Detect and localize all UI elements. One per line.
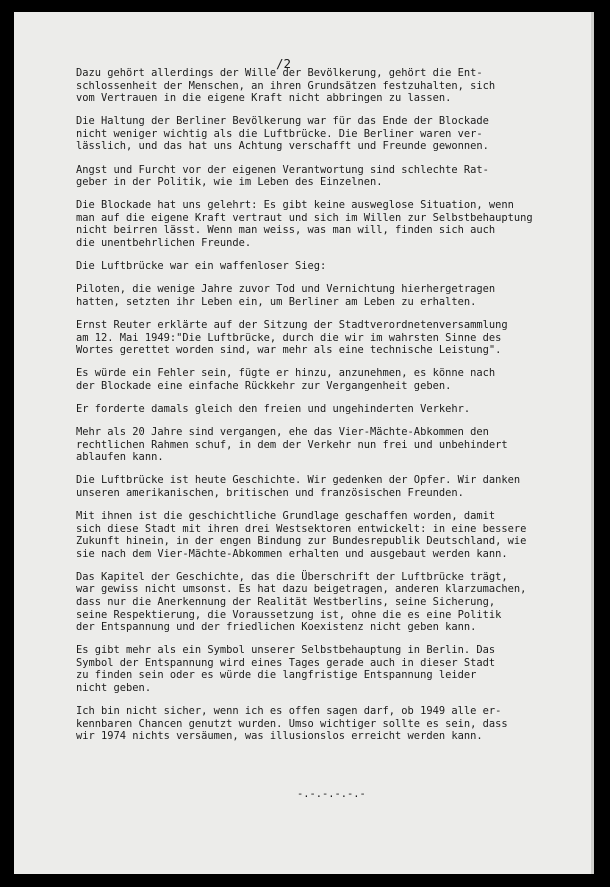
text-line: nicht beirren lässt. Wenn man weiss, was man will, finden sich auch bbox=[76, 224, 496, 237]
text-line: zu finden sein oder es würde die langfristige Entspannung leider bbox=[76, 669, 477, 682]
text-line: Symbol der Entspannung wird eines Tages gerade auch in dieser Stadt bbox=[76, 656, 496, 669]
text-line: die unentbehrlichen Freunde. bbox=[76, 237, 252, 250]
document-body bbox=[76, 67, 590, 753]
text-line: seine Respektierung, die Voraussetzung ist, ohne die es eine Politik bbox=[76, 608, 502, 621]
paragraph bbox=[76, 260, 590, 273]
text-line: hatten, setzten ihr Leben ein, um Berliner am Leben zu erhalten. bbox=[76, 295, 477, 308]
paragraph bbox=[76, 283, 590, 308]
text-line: Zukunft hinein, in der engen Bindung zur Bundesrepublik Deutschland, wie bbox=[76, 535, 527, 548]
text-line: Mit ihnen ist die geschichtliche Grundlage geschaffen worden, damit bbox=[76, 509, 496, 522]
text-line: lässlich, und das hat uns Achtung verschafft und Freunde gewonnen. bbox=[76, 140, 489, 153]
paragraph bbox=[76, 199, 590, 249]
text-line: Die Luftbrücke ist heute Geschichte. Wir gedenken der Opfer. Wir danken bbox=[76, 474, 521, 487]
text-line: am 12. Mai 1949:"Die Luftbrücke, durch die wir im wahrsten Sinne des bbox=[76, 331, 502, 344]
text-line: man auf die eigene Kraft vertraut und sich im Willen zur Selbstbehauptung bbox=[76, 211, 533, 224]
text-line: Angst und Furcht vor der eigenen Verantwortung sind schlechte Rat- bbox=[76, 163, 489, 176]
page-number: /2 bbox=[276, 56, 292, 71]
text-line: nicht geben. bbox=[76, 682, 152, 695]
text-line: kennbaren Chancen genutzt wurden. Umso wichtiger sollte es sein, dass bbox=[76, 717, 508, 730]
paragraph bbox=[76, 164, 590, 189]
text-line: geber in der Politik, wie im Leben des Einzelnen. bbox=[76, 176, 383, 189]
page-edge-shadow bbox=[591, 12, 594, 874]
text-line: Dazu gehört allerdings der Wille der Bevölkerung, gehört die Ent- bbox=[76, 67, 483, 79]
text-line: sich diese Stadt mit ihren drei Westsektoren entwickelt: in eine bessere bbox=[76, 522, 527, 535]
paragraph bbox=[76, 510, 590, 560]
text-line: vom Vertrauen in die eigene Kraft nicht abbringen zu lassen. bbox=[76, 92, 452, 105]
paragraph bbox=[76, 367, 590, 392]
text-line: Die Blockade hat uns gelehrt: Es gibt keine ausweglose Situation, wenn bbox=[76, 199, 514, 212]
text-line: Ernst Reuter erklärte auf der Sitzung der Stadtverordnetenversammlung bbox=[76, 318, 508, 331]
paragraph bbox=[76, 403, 590, 416]
text-line: sie nach dem Vier-Mächte-Abkommen erhalten und ausgebaut werden kann. bbox=[76, 547, 508, 560]
text-line: Mehr als 20 Jahre sind vergangen, ehe das Vier-Mächte-Abkommen den bbox=[76, 425, 489, 438]
text-line: rechtlichen Rahmen schuf, in dem der Verkehr nun frei und unbehindert bbox=[76, 438, 508, 451]
text-line: Die Luftbrücke war ein waffenloser Sieg: bbox=[76, 260, 327, 273]
text-line: Es würde ein Fehler sein, fügte er hinzu, anzunehmen, es könne nach bbox=[76, 367, 496, 380]
paragraph bbox=[76, 474, 590, 499]
text-line: dass nur die Anerkennung der Realität Westberlins, seine Sicherung, bbox=[76, 596, 496, 608]
paragraph bbox=[76, 426, 590, 464]
text-line: Er forderte damals gleich den freien und ungehinderten Verkehr. bbox=[76, 402, 471, 415]
text-line: wir 1974 nichts versäumen, was illusionslos erreicht werden kann. bbox=[76, 730, 483, 743]
text-line: unseren amerikanischen, britischen und französischen Freunden. bbox=[76, 486, 464, 499]
text-line: nicht weniger wichtig als die Luftbrücke. Die Berliner waren ver- bbox=[76, 127, 483, 140]
text-line: schlossenheit der Menschen, an ihren Grundsätzen festzuhalten, sich bbox=[76, 79, 496, 92]
text-line: Es gibt mehr als ein Symbol unserer Selbstbehauptung in Berlin. Das bbox=[76, 644, 496, 657]
paragraph bbox=[76, 571, 590, 634]
text-line: Wortes gerettet worden sind, war mehr als eine technische Leistung". bbox=[76, 344, 502, 357]
text-line: ablaufen kann. bbox=[76, 451, 164, 464]
paragraph bbox=[76, 319, 590, 357]
document-page bbox=[14, 12, 594, 874]
text-line: der Blockade eine einfache Rückkehr zur Vergangenheit geben. bbox=[76, 379, 452, 392]
text-line: war gewiss nicht umsonst. Es hat dazu beigetragen, anderen klarzumachen, bbox=[76, 583, 527, 596]
paragraph bbox=[76, 67, 590, 105]
text-line: Ich bin nicht sicher, wenn ich es offen sagen darf, ob 1949 alle er- bbox=[76, 705, 502, 718]
text-line: Piloten, die wenige Jahre zuvor Tod und Vernichtung hierhergetragen bbox=[76, 283, 496, 296]
text-line: Das Kapitel der Geschichte, das die Überschrift der Luftbrücke trägt, bbox=[76, 570, 508, 583]
paragraph bbox=[76, 705, 590, 743]
end-mark: -.-.-.-.-.- bbox=[297, 788, 366, 800]
paragraph bbox=[76, 115, 590, 153]
paragraph bbox=[76, 644, 590, 694]
text-line: Die Haltung der Berliner Bevölkerung war für das Ende der Blockade bbox=[76, 115, 489, 128]
text-line: der Entspannung und der friedlichen Koexistenz nicht geben kann. bbox=[76, 621, 477, 634]
